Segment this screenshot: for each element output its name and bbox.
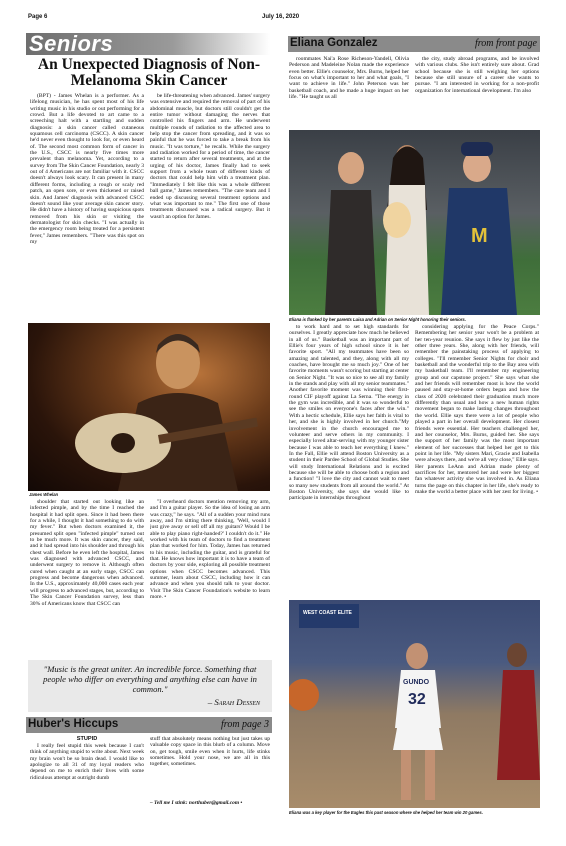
hiccups-column-1: I really feel stupid this week because I can't think of anything stupid to write about. Next week my brain won't be so brain dead. I would like to apologize to all 31 of my loyal readers who depend on me to enrich their lives with some ridiculous attempt at outright dumb [30, 743, 144, 781]
guitarist-caption: James Whelan [29, 492, 59, 497]
quote-box [28, 660, 272, 712]
guitarist-photo [28, 323, 270, 491]
page-number: Page 6 [28, 14, 48, 20]
basketball-caption: Eliana was a key player for the Eagles this past season where she helped her team win 20 games. [289, 810, 483, 815]
banner-text: WEST COAST ELITE [303, 610, 352, 616]
senior-night-caption: Eliana is flanked by her parents Luisa and Adrian on Senior Night honoring their seniors. [289, 317, 466, 322]
quote-author: – Sarah Dessen [207, 697, 260, 707]
guitarist-illustration [28, 323, 270, 491]
hiccups-column-2: stuff that absolutely means nothing but just takes up valuable copy space in this blurb of a column. Move on, get tough, smile even when it hurts, life stinks sometimes. Hold your nose, we are all in this together, sometimes. [150, 736, 270, 768]
basketball-photo [289, 600, 540, 808]
issue-date: July 16, 2020 [262, 14, 300, 20]
eliana-column-3b: to work hard and to set high standards for ourselves. I greatly appreciate how much he believed in all of us." Basketball was an important part of Ellie's four years of high school since it is her favorite sport. "All my teammates have been so amazing and talented, and they, along with all my coaches, have brought me so much joy." One of her favorite moments wasn't scoring but starting at center on Senior Night. "It was so nice to see all my family in the stands and play with all my senior teammates." Another favorite moment was winning their first-round CIF playoff against La Serna. "The energy in the gym was incredible, and it was so wonderful to see the smiles on everyone's faces after the win." With a hectic schedule, Ellie says her faith is vital to her, and she is highly involved in her church."My involvement in the church encouraged me to volunteer and serve others in my community. I especially loved altar-serving with my younger sister because I was able to teach her everything I knew." In the Fall, Ellie will attend Boston University as a student in their Pardee School of Global Studies. She will study International Relations and is excited because she will be able to choose both a region and a function! "I love the city and cannot wait to meet so many new students from all around the world." At Boston University, she says she would like to participate in internships throughout [289, 324, 409, 502]
eliana-column-3: roommates Nai'a Rose Richeson-Yandell, Olivia Pederson and Madeleine Nolan made the experience even better. Ellie's counselor, Mrs. Burns, helped her focus on what's important to her and what goals, "I want to achieve in life." John Peterson was her basketball coach, and he made a huge impact on her life. "He taught us all [289, 56, 409, 101]
section-label: Seniors [29, 31, 114, 56]
basketball-illustration [289, 600, 540, 808]
hiccups-signoff: – Tell me I stink: northuber@gmail.com • [150, 800, 243, 806]
eliana-header-bar [288, 36, 540, 52]
article-column-2b: "I overheard doctors mention removing my arm, and I'm a guitar player. So the idea of losing an arm was crazy," he says. "All of a sudden your mind runs away, and I'm sitting there thinking, 'Well, would I just give away or sell off all my guitars? Would I be able to play piano right-handed?' I couldn't do it." He worked with his team of doctors to find a treatment plan that worked for him. Today, James has returned to his music, including the guitar, and is grateful for that. He knows how important it is to have a team of doctors by your side, exploring all possible treatment options when CSCC becomes advanced. This summer, learn about CSCC, including how it can advance and when you should talk to your doctor. Visit The Skin Cancer Foundation's website to learn more. • [150, 499, 270, 601]
section-banner [26, 33, 270, 55]
jersey-number: 32 [408, 691, 426, 708]
hiccups-heading: STUPID [76, 736, 98, 742]
hiccups-header-bar [26, 717, 272, 733]
article-column-2: be life-threatening when advanced. James' surgery was extensive and required the removal of part of his abdominal muscle, but doctors still couldn't get the entire tumor without damaging the nerves that controlled his fingers and arm. He underwent multiple rounds of radiation to the affected area to help stop the cancer from spreading, and it was so painful that he was forced to take a break from his music. "It was torture," he recalls. While the surgery and radiation worked for a period of time, the cancer started to return after several treatments, and at the urging of his doctor, James finally had to seek support from a whole team of different kinds of doctors that could help him with a treatment plan. "Immediately I felt like this was a whole different ball game," James remembers. "The care team and I ended up discussing several treatment options and what was important to me." The first one of those treatments discussed was a radical surgery. But it wasn't an option for James. [150, 93, 270, 220]
article-column-1: (BPT) - James Whelan is a performer. As a lifelong musician, he has spent most of his life writing music in his studio or out performing for a crowd. But a life devoted to art came to a screeching halt with a startling and sudden diagnosis: a skin cancer called cutaneous squamous cell carcinoma (CSCC). A skin cancer he'd never even thought to look for, or even heard of. The second most common form of cancer in the U.S., CSCC is nearly five times more prevalent than melanoma. Yet, according to a survey from The Skin Cancer Foundation, nearly 3 out of 4 Americans are not familiar with it. CSCC doesn't always look scary. It can present in many different forms, including a rough or scaly red patch, an open sore, or even thickened or raised skin. And James' diagnosis with advanced CSCC doesn't sound like your average skin cancer story. He didn't have a history of having suspicious spots removed from his skin or visiting the dermatologist for skin checks. "I was actually in the emergency room being treated for a persistent fever," James remembers. "There was this spot on my [30, 93, 144, 245]
svg-text:M: M [471, 225, 488, 247]
article-column-1b: shoulder that started out looking like an infected pimple, and by the time I reached the hospital it had split open. Since it had been there for a while, I thought it had something to do with my fever." But when doctors examined it, the presumed split open "infected pimple" turned out to be much more. It was skin cancer, they said, and it had spread into his shoulder and through his chest wall. Before he even left the hospital, James was diagnosed with advanced CSCC, and underwent surgery to remove it. Although often cured when caught at an early stage, CSCC can progress and become dangerous when advanced. In the U.S., approximately 40,000 cases each year will progress to advanced stages, but, according to The Skin Cancer Foundation survey, less than 30% of Americans know that CSCC can [30, 499, 144, 607]
eliana-title: Eliana Gonzalez [290, 37, 378, 49]
hiccups-continued: from page 3 [221, 719, 269, 730]
hiccups-title: Huber's Hiccups [28, 718, 119, 730]
senior-night-photo [289, 130, 540, 315]
eliana-continued: from front page [474, 38, 537, 49]
eliana-column-4: the city, study abroad programs, and be involved with various clubs. She isn't entirely sure about. Grad school because she is still weighing her options because she still unsure of a career she wants to pursue. "I am interested in working for a non-profit organization for international development. I'm also [415, 56, 539, 94]
article-headline: An Unexpected Diagnosis of Non-Melanoma Skin Cancer [37, 56, 261, 89]
jersey-team: GUNDO [403, 679, 430, 686]
quote-text: "Music is the great uniter. An incredible force. Something that people who differ on everything and anything else can have in common." [43, 664, 257, 694]
eliana-column-4b: considering applying for the Peace Corps." Remembering her senior year won't be a problem at her ten-year reunion. She says it flew by just like the other three years. She, along with her friends, will remember the painstaking process of applying to colleges. "I'll remember Senior Nights for choir and basketball and the wonderful trip to the Bay area with my basketball team. I'll remember my engineering group and our capstone project." She says what she and her friends will remember most is how the world paused and stay-at-home orders began and how the class of 2020 celebrated their graduation much more differently than usual and how a new human rights movement began to make lasting changes throughout the world. Ellie says there were a lot of people who played a part in her overall development. Her closest friends were essential. Her teachers challenged her, and her counselor, Mrs. Burns, guided her. She says the support of her family was the most important element of her successes that helped her get to this point in her life. "My sisters Mari, Gracie and Isabella were always there, and we're all very close," Ellie says. Her parents LeAnn and Adrian made plenty of sacrifices for her, mentored her and were her biggest fan whatever activity she was involved in. As Eliana turns the page on this chapter in her life, she's ready to make the world a better place with her zest for living. • [415, 324, 539, 495]
family-illustration [289, 130, 540, 315]
